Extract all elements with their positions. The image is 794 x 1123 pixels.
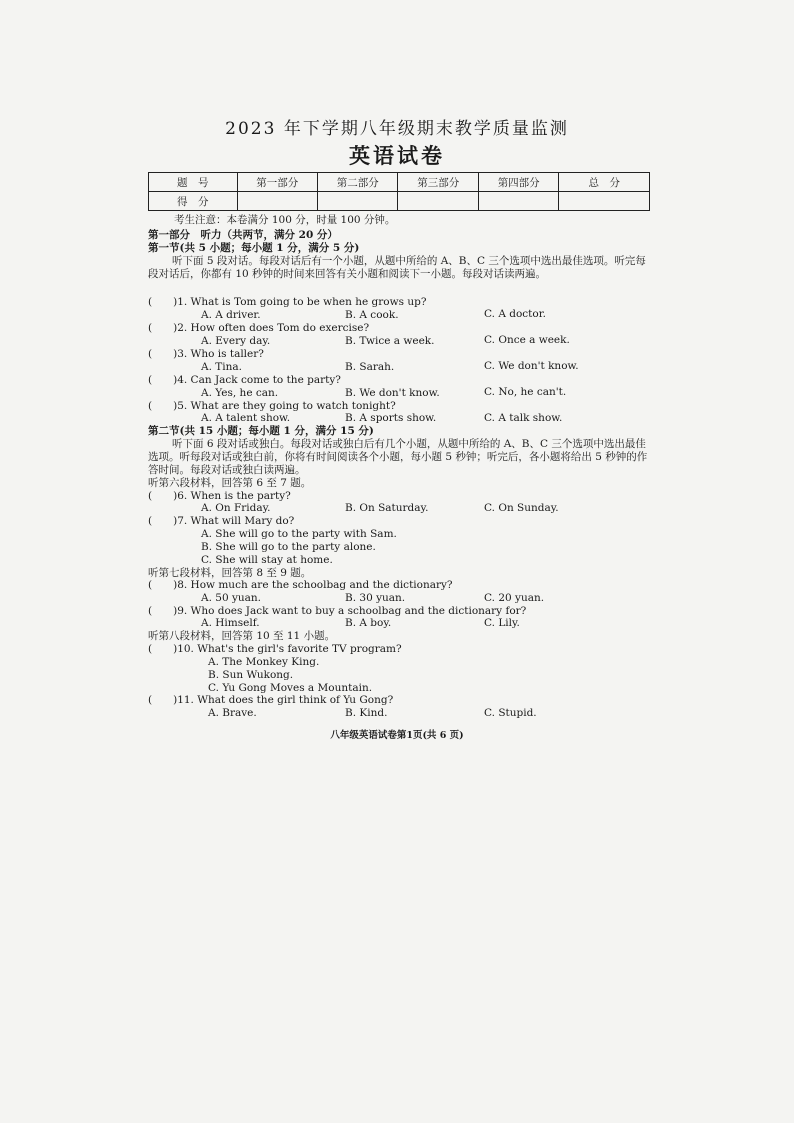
option-a: A. Himself. <box>201 617 260 629</box>
option-b: B. She will go to the party alone. <box>201 541 376 553</box>
question-6: ( )6. When is the party? <box>148 490 291 502</box>
option-c: C. Yu Gong Moves a Mountain. <box>208 682 373 694</box>
option-a: A. A driver. <box>201 309 261 321</box>
score-table-score-row <box>149 192 650 211</box>
option-c: C. She will stay at home. <box>201 554 333 566</box>
option-b: B. Sun Wukong. <box>208 669 294 681</box>
option-c: C. A talk show. <box>484 412 563 424</box>
option-b: B. On Saturday. <box>345 502 429 514</box>
option-c: C. On Sunday. <box>484 502 559 514</box>
part1-heading: 第一部分 听力（共两节，满分 20 分） <box>148 229 338 241</box>
score-cell: 得 分 <box>149 192 238 211</box>
option-b: B. We don't know. <box>345 387 440 399</box>
option-a: A. Yes, he can. <box>201 387 279 399</box>
question-4: ( )4. Can Jack come to the party? <box>148 374 341 386</box>
score-cell: 总 分 <box>559 173 650 192</box>
score-cell: 第四部分 <box>478 173 558 192</box>
score-table <box>148 172 650 211</box>
option-c: C. We don't know. <box>484 360 579 372</box>
question-10: ( )10. What's the girl's favorite TV program? <box>148 643 402 655</box>
material-7-note: 听第七段材料，回答第 8 至 9 题。 <box>148 567 312 579</box>
exam-subtitle: 英语试卷 <box>349 143 445 168</box>
question-8: ( )8. How much are the schoolbag and the dictionary? <box>148 579 453 591</box>
option-b: B. Twice a week. <box>345 335 435 347</box>
score-cell: 第二部分 <box>317 173 397 192</box>
material-6-note: 听第六段材料，回答第 6 至 7 题。 <box>148 477 312 489</box>
exam-title: 2023 年下学期八年级期末教学质量监测 <box>225 119 569 139</box>
option-c: C. No, he can't. <box>484 386 567 398</box>
score-cell-blank[interactable] <box>398 192 478 211</box>
question-9: ( )9. Who does Jack want to buy a schoolbag and the dictionary for? <box>148 605 527 617</box>
section2-heading: 第二节(共 15 小题；每小题 1 分，满分 15 分) <box>148 425 374 437</box>
option-a: A. The Monkey King. <box>208 656 320 668</box>
question-5: ( )5. What are they going to watch tonight? <box>148 400 396 412</box>
option-a: A. 50 yuan. <box>201 592 262 604</box>
option-a: A. She will go to the party with Sam. <box>201 528 397 540</box>
option-b: B. 30 yuan. <box>345 592 406 604</box>
option-c: C. Lily. <box>484 617 520 629</box>
option-b: B. Kind. <box>345 707 388 719</box>
option-c: C. Stupid. <box>484 707 537 719</box>
option-a: A. Every day. <box>201 335 271 347</box>
score-cell-blank[interactable] <box>559 192 650 211</box>
option-a: A. On Friday. <box>201 502 271 514</box>
option-c: C. 20 yuan. <box>484 592 545 604</box>
section1-instructions: 听下面 5 段对话。每段对话后有一个小题，从题中所给的 A、B、C 三个选项中选出最佳选项。听完每段对话后，你都有 10 秒钟的时间来回答有关小题和阅读下一小题。每段对话读两遍。 <box>148 255 646 280</box>
question-11: ( )11. What does the girl think of Yu Gong? <box>148 694 394 706</box>
option-a: A. Tina. <box>201 361 242 373</box>
option-b: B. A sports show. <box>345 412 437 424</box>
option-a: A. A talent show. <box>201 412 291 424</box>
section1-heading: 第一节(共 5 小题；每小题 1 分，满分 5 分) <box>148 242 360 254</box>
score-cell-blank[interactable] <box>317 192 397 211</box>
score-cell: 题 号 <box>149 173 238 192</box>
question-7: ( )7. What will Mary do? <box>148 515 295 527</box>
score-cell-blank[interactable] <box>237 192 317 211</box>
option-b: B. A boy. <box>345 617 392 629</box>
page-footer: 八年级英语试卷第1页(共 6 页) <box>330 730 464 741</box>
score-cell: 第一部分 <box>237 173 317 192</box>
question-1: ( )1. What is Tom going to be when he grows up? <box>148 296 427 308</box>
notice: 考生注意：本卷满分 100 分，时量 100 分钟。 <box>174 214 396 226</box>
option-a: A. Brave. <box>208 707 257 719</box>
option-c: C. A doctor. <box>484 308 546 320</box>
material-8-note: 听第八段材料，回答第 10 至 11 小题。 <box>148 630 336 642</box>
question-3: ( )3. Who is taller? <box>148 348 264 360</box>
score-cell-blank[interactable] <box>478 192 558 211</box>
score-table-header-row <box>149 173 650 192</box>
option-b: B. A cook. <box>345 309 399 321</box>
option-b: B. Sarah. <box>345 361 395 373</box>
section2-instructions: 听下面 6 段对话或独白。每段对话或独白后有几个小题，从题中所给的 A、B、C 三个选项中选出最佳选项。听每段对话或独白前，你将有时间阅读各个小题，每小题 5 秒钟；听完后，各小题将给出 5 秒钟的作答时间。每段对话或独白读两遍。 <box>148 438 648 476</box>
score-cell: 第三部分 <box>398 173 478 192</box>
option-c: C. Once a week. <box>484 334 570 346</box>
question-2: ( )2. How often does Tom do exercise? <box>148 322 370 334</box>
